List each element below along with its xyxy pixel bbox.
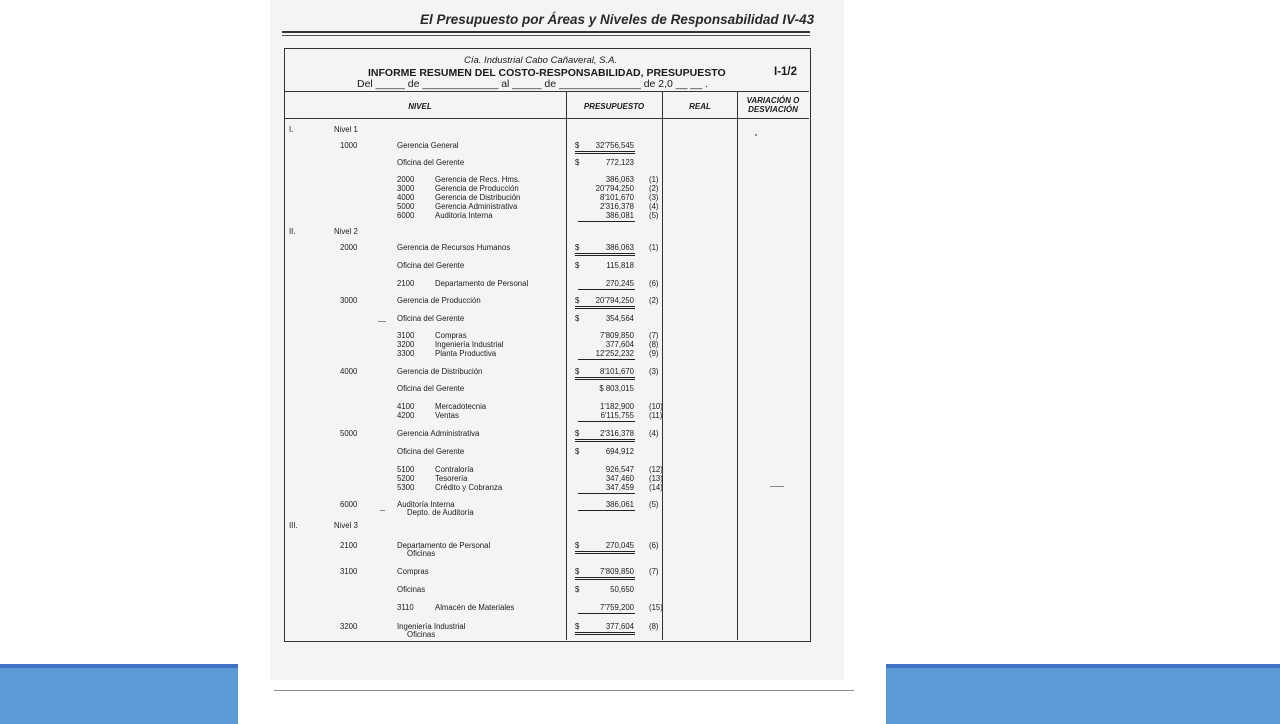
level-roman: III. xyxy=(289,521,298,530)
account-name: Gerencia General xyxy=(397,141,459,150)
account-name: Ventas xyxy=(435,411,459,420)
budget-amount: 8'101,670 xyxy=(599,193,634,202)
account-name: Crédito y Cobranza xyxy=(435,483,503,492)
account-code: 4000 xyxy=(397,193,415,202)
budget-amount: 386,063 xyxy=(605,243,634,252)
account-code: 2100 xyxy=(340,541,358,550)
ref-number: (1) xyxy=(649,243,659,252)
dollar-sign: $ xyxy=(575,585,580,594)
dollar-sign: $ xyxy=(575,314,580,323)
account-code: 3100 xyxy=(340,567,358,576)
account-name: Auditoría Interna xyxy=(397,500,455,509)
ref-number: (8) xyxy=(649,622,659,631)
col-header-nivel: NIVEL xyxy=(408,102,432,111)
account-name: Planta Productiva xyxy=(435,349,497,358)
account-code: 3300 xyxy=(397,349,415,358)
scan-speck xyxy=(755,134,757,136)
ref-number: (9) xyxy=(649,349,659,358)
dollar-sign: $ xyxy=(575,243,580,252)
account-name: Gerencia Administrativa xyxy=(397,429,480,438)
company-name: Cía. Industrial Cabo Cañaveral, S.A. xyxy=(464,55,618,66)
account-code: 5000 xyxy=(340,429,358,438)
account-name: Oficina del Gerente xyxy=(397,314,465,323)
ref-number: (7) xyxy=(649,567,659,576)
account-code: 6000 xyxy=(397,211,415,220)
account-name: Departamento de Personal xyxy=(435,279,529,288)
scan-speck xyxy=(378,321,386,322)
account-name: Tesorería xyxy=(435,474,468,483)
total-double-underline xyxy=(575,632,635,635)
account-code: 3100 xyxy=(397,331,415,340)
account-name: Compras xyxy=(435,331,467,340)
account-code: 3110 xyxy=(397,603,414,612)
scan-speck xyxy=(380,510,385,511)
level-roman: I. xyxy=(289,125,294,134)
table-top-rule xyxy=(285,91,809,92)
level-label: Nivel 1 xyxy=(334,125,358,134)
budget-amount: 50,650 xyxy=(610,585,634,594)
report-code: I-1/2 xyxy=(774,66,798,78)
account-code: 4000 xyxy=(340,367,358,376)
level-label: Nivel 3 xyxy=(334,521,358,530)
total-double-underline xyxy=(575,439,635,442)
footer-band-left xyxy=(0,664,238,724)
account-name: Gerencia de Distribución xyxy=(397,367,483,376)
budget-amount: 8'101,670 xyxy=(599,367,634,376)
total-double-underline xyxy=(575,577,635,580)
ref-number: (11) xyxy=(649,411,663,420)
account-name: Mercadotecnia xyxy=(435,402,487,411)
budget-amount: 386,081 xyxy=(605,211,634,220)
dollar-sign: $ xyxy=(575,261,580,270)
ref-number: (2) xyxy=(649,184,659,193)
ref-number: (5) xyxy=(649,500,659,509)
budget-amount: 20'794,250 xyxy=(595,296,634,305)
account-code: 2000 xyxy=(340,243,358,252)
budget-amount: 270,245 xyxy=(605,279,634,288)
account-subname: Oficinas xyxy=(407,630,436,639)
col-divider-variacion xyxy=(737,91,738,640)
budget-amount: 2'316,378 xyxy=(599,429,634,438)
dollar-sign: $ xyxy=(575,141,580,150)
budget-amount: 2'316,378 xyxy=(599,202,634,211)
budget-amount: 7'809,850 xyxy=(599,567,634,576)
footer-band-right xyxy=(886,664,1280,724)
dollar-sign: $ xyxy=(575,622,580,631)
account-name: Gerencia Administrativa xyxy=(435,202,518,211)
ref-number: (12) xyxy=(649,465,663,474)
subtotal-underline xyxy=(578,421,635,422)
dollar-sign: $ xyxy=(575,541,580,550)
budget-amount: 32'756,545 xyxy=(595,141,634,150)
budget-amount: 772,123 xyxy=(605,158,634,167)
account-name: Compras xyxy=(397,567,429,576)
budget-amount: 694,912 xyxy=(605,447,634,456)
account-code: 2000 xyxy=(397,175,415,184)
ref-number: (8) xyxy=(649,340,659,349)
subtotal-underline xyxy=(578,510,635,511)
level-roman: II. xyxy=(289,227,296,236)
subtotal-underline xyxy=(578,359,635,360)
page-bottom-edge xyxy=(274,690,854,691)
account-name: Oficinas xyxy=(397,585,426,594)
account-name: Gerencia de Recs. Hms. xyxy=(435,175,520,184)
account-code: 4100 xyxy=(397,402,415,411)
account-name: Gerencia de Producción xyxy=(435,184,519,193)
date-line: Del _____ de _____________ al _____ de ______________ de 2,0 __ __ . xyxy=(357,78,708,90)
budget-amount: 377,604 xyxy=(605,622,634,631)
budget-amount: 386,063 xyxy=(605,175,634,184)
subtotal-underline xyxy=(578,289,635,290)
col-header-presupuesto: PRESUPUESTO xyxy=(583,102,645,111)
col-divider-real xyxy=(662,91,663,640)
account-code: 3000 xyxy=(340,296,358,305)
ref-number: (5) xyxy=(649,211,659,220)
account-subname: Oficinas xyxy=(407,549,436,558)
budget-amount: 20'794,250 xyxy=(595,184,634,193)
account-name: Auditoría Interna xyxy=(435,211,493,220)
budget-amount: 386,061 xyxy=(605,500,634,509)
table-header-rule xyxy=(285,118,809,119)
account-name: Ingeniería Industrial xyxy=(435,340,504,349)
account-code: 1000 xyxy=(340,141,358,150)
ref-number: (4) xyxy=(649,429,659,438)
budget-amount: 377,604 xyxy=(605,340,634,349)
ref-number: (6) xyxy=(649,541,659,550)
account-name: Gerencia de Producción xyxy=(397,296,481,305)
ref-number: (2) xyxy=(649,296,659,305)
ref-number: (1) xyxy=(649,175,659,184)
budget-amount: 115,818 xyxy=(606,261,634,270)
dollar-sign: $ xyxy=(575,567,580,576)
scan-speck xyxy=(770,486,784,487)
report-frame xyxy=(284,48,811,642)
dollar-sign: $ xyxy=(575,296,580,305)
subtotal-underline xyxy=(578,493,635,494)
dollar-sign: $ xyxy=(575,429,580,438)
budget-amount: 6'115,755 xyxy=(600,411,634,420)
ref-number: (3) xyxy=(649,193,659,202)
account-name: Contraloría xyxy=(435,465,474,474)
account-name: Oficina del Gerente xyxy=(397,261,465,270)
ref-number: (10) xyxy=(649,402,663,411)
page-header: El Presupuesto por Áreas y Niveles de Responsabilidad IV-43 xyxy=(420,12,815,27)
account-code: 5300 xyxy=(397,483,415,492)
account-subname: Depto. de Auditoría xyxy=(407,508,474,517)
account-name: Ingeniería Industrial xyxy=(397,622,466,631)
total-double-underline xyxy=(575,377,635,380)
account-name: Oficina del Gerente xyxy=(397,158,465,167)
account-name: Gerencia de Distribución xyxy=(435,193,521,202)
account-code: 3200 xyxy=(397,340,415,349)
account-code: 3000 xyxy=(397,184,415,193)
budget-amount: 7'809,850 xyxy=(599,331,634,340)
budget-amount: $ 803,015 xyxy=(599,384,634,393)
dollar-sign: $ xyxy=(575,158,580,167)
account-code: 5000 xyxy=(397,202,415,211)
dollar-sign: $ xyxy=(575,447,580,456)
budget-amount: 7'759,200 xyxy=(599,603,634,612)
ref-number: (7) xyxy=(649,331,659,340)
budget-amount: 926,547 xyxy=(605,465,634,474)
col-header-variacion: VARIACIÓN O DESVIACIÓN xyxy=(746,96,800,114)
account-name: Oficina del Gerente xyxy=(397,384,465,393)
budget-amount: 347,460 xyxy=(605,474,634,483)
total-double-underline xyxy=(575,551,635,554)
dollar-sign: $ xyxy=(575,367,580,376)
budget-amount: 354,564 xyxy=(605,314,634,323)
header-rule-thin xyxy=(282,35,810,36)
col-header-real: REAL xyxy=(689,102,711,111)
budget-amount: 12'252,232 xyxy=(595,349,634,358)
subtotal-underline xyxy=(578,221,635,222)
ref-number: (3) xyxy=(649,367,659,376)
header-rule xyxy=(282,31,810,33)
ref-number: (13) xyxy=(649,474,663,483)
level-label: Nivel 2 xyxy=(334,227,358,236)
account-name: Oficina del Gerente xyxy=(397,447,465,456)
ref-number: (15) xyxy=(649,603,663,612)
ref-number: (4) xyxy=(649,202,659,211)
budget-amount: 347,459 xyxy=(605,483,634,492)
account-code: 2100 xyxy=(397,279,415,288)
total-double-underline xyxy=(575,151,635,154)
account-name: Almacén de Materiales xyxy=(435,603,515,612)
total-double-underline xyxy=(575,306,635,309)
account-code: 6000 xyxy=(340,500,358,509)
total-double-underline xyxy=(575,253,635,256)
subtotal-underline xyxy=(578,613,635,614)
account-name: Gerencia de Recursos Humanos xyxy=(397,243,511,252)
account-code: 5200 xyxy=(397,474,415,483)
budget-amount: 270,045 xyxy=(605,541,634,550)
budget-amount: 1'182,900 xyxy=(599,402,634,411)
account-code: 4200 xyxy=(397,411,415,420)
ref-number: (6) xyxy=(649,279,659,288)
account-code: 5100 xyxy=(397,465,415,474)
col-divider-presupuesto xyxy=(566,91,567,640)
report-title: INFORME RESUMEN DEL COSTO-RESPONSABILIDAD, PRESUPUESTO xyxy=(368,67,726,79)
account-name: Departamento de Personal xyxy=(397,541,491,550)
account-code: 3200 xyxy=(340,622,358,631)
ref-number: (14) xyxy=(649,483,663,492)
